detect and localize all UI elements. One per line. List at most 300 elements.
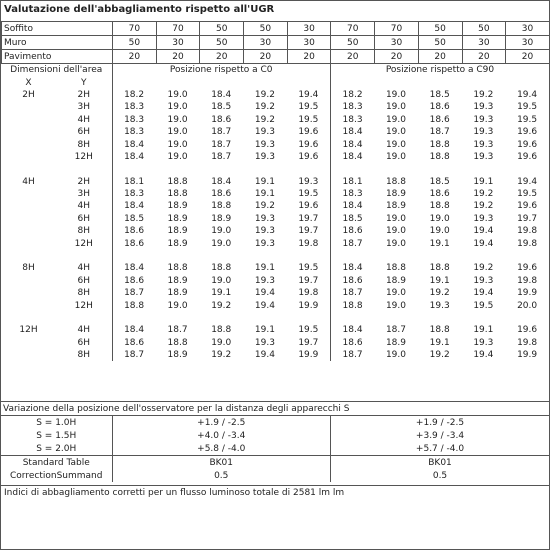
- blank-cell: [1, 213, 56, 225]
- area-y-value: 8H: [77, 350, 90, 361]
- ugr-value: 18.9: [167, 213, 188, 224]
- group-spacer: [1, 163, 549, 175]
- reflectance-label: Soffito: [2, 22, 113, 36]
- area-y-value: 3H: [77, 102, 90, 113]
- ugr-value: 19.8: [517, 238, 538, 249]
- standard-table-label: Standard Table: [1, 456, 112, 470]
- ugr-value: 18.9: [167, 288, 188, 299]
- ugr-value: 19.9: [298, 300, 319, 311]
- area-x-value: 4H: [22, 176, 35, 187]
- reflectance-value: 20: [375, 50, 419, 64]
- variation-row: [1, 416, 549, 430]
- ugr-value: 19.8: [517, 226, 538, 237]
- ugr-value: 18.7: [112, 349, 156, 361]
- group-spacer: [1, 312, 549, 324]
- ugr-value: 19.7: [298, 275, 319, 286]
- reflectance-value: 30: [156, 36, 200, 50]
- variation-title: Variazione della posizione dell'osservatore per la distanza degli apparecchi S: [1, 402, 549, 416]
- ugr-value: 19.0: [385, 151, 406, 162]
- ugr-value: 18.8: [429, 263, 450, 274]
- reflectance-value: 50: [113, 36, 157, 50]
- ugr-row: [1, 262, 549, 274]
- ugr-value: 18.9: [167, 201, 188, 212]
- blank-cell: [112, 163, 330, 175]
- reflectance-value: 20: [113, 50, 157, 64]
- ugr-value: 18.8: [211, 325, 232, 336]
- blank-cell: [1, 237, 56, 249]
- area-y-value: 6H: [77, 275, 90, 286]
- ugr-value: 19.0: [167, 127, 188, 138]
- variation-c0-value: +4.0 / -3.4: [112, 429, 331, 442]
- reflectance-header: [1, 21, 550, 64]
- reflectance-value: 70: [331, 22, 375, 36]
- ugr-value: 18.4: [112, 200, 156, 212]
- x-axis-label: X: [25, 77, 32, 88]
- ugr-value: 18.4: [112, 324, 156, 336]
- ugr-value: 19.2: [211, 350, 232, 361]
- blank-cell: [1, 138, 56, 150]
- ugr-value: 18.4: [330, 138, 374, 150]
- ugr-value: 19.7: [298, 226, 319, 237]
- ugr-value: 19.2: [254, 201, 275, 212]
- reflectance-label: Muro: [2, 36, 113, 50]
- ugr-value: 19.0: [167, 89, 188, 100]
- ugr-value: 19.0: [167, 151, 188, 162]
- ugr-value: 18.6: [429, 189, 450, 200]
- ugr-value: 19.3: [254, 226, 275, 237]
- area-y-value: 4H: [77, 201, 90, 212]
- variation-table: [1, 401, 549, 482]
- reflectance-row: [2, 50, 550, 64]
- ugr-value: 18.7: [429, 127, 450, 138]
- correction-summand-c0-value: 0.5: [112, 469, 331, 482]
- reflectance-value: 50: [462, 22, 506, 36]
- ugr-value: 18.8: [167, 263, 188, 274]
- ugr-row: [1, 176, 549, 188]
- reflectance-value: 50: [200, 22, 244, 36]
- ugr-value: 19.5: [517, 114, 538, 125]
- correction-summand-row: [1, 469, 549, 482]
- area-y-value: 2H: [77, 89, 90, 100]
- ugr-value: 18.6: [330, 275, 374, 287]
- ugr-value: 19.0: [211, 226, 232, 237]
- ugr-value: 19.5: [473, 300, 494, 311]
- group-spacer: [1, 250, 549, 262]
- blank-cell: [1, 126, 56, 138]
- ugr-value: 18.4: [330, 200, 374, 212]
- ugr-value: 19.2: [473, 201, 494, 212]
- blank-cell: [330, 76, 549, 88]
- ugr-value: 18.8: [167, 176, 188, 187]
- table-title: Valutazione dell'abbagliamento rispetto all'UGR: [4, 4, 275, 15]
- area-y-value: 8H: [77, 288, 90, 299]
- ugr-value: 19.6: [298, 151, 319, 162]
- ugr-value: 18.4: [112, 151, 156, 163]
- ugr-value: 18.4: [211, 89, 232, 100]
- ugr-value: 19.4: [298, 89, 319, 100]
- ugr-value: 19.5: [298, 263, 319, 274]
- blank-cell: [1, 337, 56, 349]
- ugr-value: 19.3: [254, 337, 275, 348]
- variation-c90-value: +5.7 / -4.0: [331, 442, 550, 456]
- ugr-value: 19.1: [473, 176, 494, 187]
- area-y-value: 12H: [74, 151, 93, 162]
- ugr-value: 19.2: [254, 89, 275, 100]
- variation-title-row: [1, 402, 549, 416]
- area-y-value: 3H: [77, 189, 90, 200]
- reflectance-value: 30: [462, 36, 506, 50]
- ugr-value: 19.3: [254, 275, 275, 286]
- ugr-value: 19.5: [298, 114, 319, 125]
- ugr-value: 19.0: [167, 139, 188, 150]
- area-y-value: 12H: [74, 300, 93, 311]
- ugr-value: 18.8: [211, 263, 232, 274]
- ugr-value: 19.2: [254, 114, 275, 125]
- ugr-value: 19.0: [385, 102, 406, 113]
- reflectance-label: Pavimento: [2, 50, 113, 64]
- ugr-value: 19.3: [254, 151, 275, 162]
- ugr-value: 18.8: [429, 151, 450, 162]
- ugr-value: 19.1: [429, 238, 450, 249]
- ugr-value: 19.5: [298, 325, 319, 336]
- area-x-value: 2H: [22, 89, 35, 100]
- ugr-value: 18.4: [330, 262, 374, 274]
- area-y-value: 12H: [74, 238, 93, 249]
- ugr-value: 18.5: [330, 213, 374, 225]
- ugr-value: 19.0: [385, 213, 406, 224]
- blank-cell: [1, 101, 56, 113]
- reflectance-value: 30: [287, 22, 331, 36]
- ugr-value: 18.7: [330, 237, 374, 249]
- reflectance-value: 20: [331, 50, 375, 64]
- reflectance-value: 70: [156, 22, 200, 36]
- ugr-value: 19.6: [517, 325, 538, 336]
- ugr-value: 19.6: [517, 201, 538, 212]
- ugr-value: 19.0: [385, 226, 406, 237]
- area-y-value: 6H: [77, 213, 90, 224]
- ugr-row: [1, 324, 549, 336]
- standard-table-c0-value: BK01: [112, 456, 331, 470]
- reflectance-value: 50: [200, 36, 244, 50]
- ugr-value: 18.6: [112, 225, 156, 237]
- ugr-value: 18.3: [330, 101, 374, 113]
- ugr-value: 19.0: [385, 238, 406, 249]
- ugr-value: 19.6: [298, 127, 319, 138]
- blank-cell: [1, 287, 56, 299]
- ugr-value: 19.1: [473, 325, 494, 336]
- area-y-value: 8H: [77, 226, 90, 237]
- ugr-value: 18.8: [167, 337, 188, 348]
- variation-c0-value: +1.9 / -2.5: [112, 416, 331, 430]
- ugr-value: 18.4: [211, 176, 232, 187]
- blank-cell: [1, 349, 56, 361]
- ugr-value: 18.9: [167, 226, 188, 237]
- ugr-value: 19.1: [254, 189, 275, 200]
- ugr-value: 18.2: [112, 89, 156, 101]
- blank-cell: [112, 250, 330, 262]
- ugr-value: 19.0: [167, 102, 188, 113]
- area-x-value: 8H: [22, 263, 35, 274]
- area-y-value: 4H: [77, 114, 90, 125]
- ugr-value: 19.3: [254, 238, 275, 249]
- xy-header-row: [1, 76, 549, 88]
- ugr-value: 18.8: [429, 139, 450, 150]
- ugr-row: [1, 237, 549, 249]
- blank-cell: [1, 275, 56, 287]
- ugr-value: 19.3: [473, 139, 494, 150]
- ugr-value: 19.9: [298, 350, 319, 361]
- ugr-row: [1, 349, 549, 361]
- ugr-value: 19.1: [211, 288, 232, 299]
- ugr-value: 19.0: [385, 127, 406, 138]
- ugr-value: 18.8: [429, 325, 450, 336]
- ugr-value: 19.3: [473, 337, 494, 348]
- ugr-value: 18.3: [112, 101, 156, 113]
- ugr-row: [1, 101, 549, 113]
- blank-cell: [1, 188, 56, 200]
- ugr-value: 19.4: [473, 350, 494, 361]
- correction-summand-label: CorrectionSummand: [10, 470, 103, 481]
- spacing-label: S = 2.0H: [36, 443, 77, 454]
- ugr-value: 19.9: [517, 288, 538, 299]
- ugr-value: 18.3: [330, 188, 374, 200]
- ugr-value: 18.6: [211, 114, 232, 125]
- ugr-value: 19.1: [429, 337, 450, 348]
- ugr-value: 19.2: [473, 263, 494, 274]
- ugr-value: 19.8: [517, 337, 538, 348]
- reflectance-value: 30: [375, 36, 419, 50]
- ugr-value: 18.6: [330, 337, 374, 349]
- reflectance-value: 50: [418, 36, 462, 50]
- blank-cell: [1, 299, 56, 311]
- reflectance-value: 20: [462, 50, 506, 64]
- variation-c0-value: +5.8 / -4.0: [112, 442, 331, 456]
- ugr-value: 18.6: [429, 114, 450, 125]
- ugr-value: 19.0: [385, 300, 406, 311]
- ugr-value: 19.8: [298, 238, 319, 249]
- ugr-value: 19.4: [473, 288, 494, 299]
- ugr-value: 19.3: [473, 127, 494, 138]
- ugr-value: 18.6: [429, 102, 450, 113]
- ugr-value: 18.6: [211, 189, 232, 200]
- ugr-value: 18.7: [330, 287, 374, 299]
- position-c90-label: Posizione rispetto a C90: [330, 64, 549, 76]
- ugr-value: 19.0: [385, 114, 406, 125]
- area-y-value: 4H: [77, 263, 90, 274]
- ugr-value: 19.4: [254, 288, 275, 299]
- ugr-value: 19.7: [298, 213, 319, 224]
- ugr-value: 18.5: [429, 89, 450, 100]
- ugr-value: 19.3: [429, 300, 450, 311]
- reflectance-value: 50: [418, 22, 462, 36]
- ugr-value: 19.3: [473, 114, 494, 125]
- ugr-value: 19.1: [254, 325, 275, 336]
- spacing-label: S = 1.5H: [36, 430, 77, 441]
- ugr-value: 18.1: [330, 176, 374, 188]
- ugr-value: 19.1: [429, 275, 450, 286]
- ugr-value: 18.9: [211, 213, 232, 224]
- blank-cell: [330, 312, 549, 324]
- ugr-value: 19.4: [473, 238, 494, 249]
- footer-note: Indici di abbagliamento corretti per un flusso luminoso totale di 2581 lm lm: [1, 485, 549, 498]
- reflectance-value: 20: [156, 50, 200, 64]
- blank-cell: [1, 250, 112, 262]
- reflectance-value: 70: [113, 22, 157, 36]
- ugr-value: 19.2: [473, 189, 494, 200]
- ugr-value: 18.8: [385, 176, 406, 187]
- ugr-value: 18.7: [211, 151, 232, 162]
- area-header-row: [1, 64, 549, 76]
- ugr-value: 19.3: [254, 213, 275, 224]
- ugr-value: 19.0: [167, 114, 188, 125]
- reflectance-row: [2, 22, 550, 36]
- blank-cell: [1, 225, 56, 237]
- ugr-value: 18.7: [330, 349, 374, 361]
- reflectance-value: 50: [331, 36, 375, 50]
- ugr-value: 18.7: [385, 325, 406, 336]
- ugr-value: 19.1: [254, 176, 275, 187]
- reflectance-value: 20: [200, 50, 244, 64]
- ugr-value: 19.4: [517, 89, 538, 100]
- spacing-label: S = 1.0H: [36, 417, 77, 428]
- ugr-value: 19.4: [254, 300, 275, 311]
- ugr-value: 19.7: [298, 337, 319, 348]
- ugr-row: [1, 213, 549, 225]
- reflectance-value: 30: [506, 36, 550, 50]
- ugr-value: 19.8: [298, 288, 319, 299]
- ugr-row: [1, 114, 549, 126]
- area-y-value: 2H: [77, 176, 90, 187]
- ugr-value: 19.2: [254, 102, 275, 113]
- blank-cell: [1, 151, 56, 163]
- ugr-value: 18.7: [211, 139, 232, 150]
- ugr-value: 19.3: [473, 151, 494, 162]
- ugr-value: 19.5: [298, 102, 319, 113]
- ugr-value: 18.8: [429, 201, 450, 212]
- ugr-value: 18.8: [330, 299, 374, 311]
- ugr-value: 19.0: [385, 288, 406, 299]
- ugr-value: 19.0: [385, 350, 406, 361]
- ugr-row: [1, 89, 549, 101]
- reflectance-row: [2, 36, 550, 50]
- ugr-row: [1, 225, 549, 237]
- correction-summand-c90-value: 0.5: [331, 469, 550, 482]
- ugr-value: 19.3: [298, 176, 319, 187]
- ugr-row: [1, 287, 549, 299]
- ugr-value: 18.9: [167, 350, 188, 361]
- ugr-value: 19.0: [429, 226, 450, 237]
- blank-cell: [1, 114, 56, 126]
- standard-table-row: [1, 456, 549, 470]
- ugr-value: 19.3: [254, 127, 275, 138]
- ugr-value: 19.3: [254, 139, 275, 150]
- ugr-value: 19.6: [517, 263, 538, 274]
- ugr-row: [1, 138, 549, 150]
- ugr-value: 18.4: [330, 126, 374, 138]
- ugr-value: 19.3: [473, 102, 494, 113]
- reflectance-value: 20: [287, 50, 331, 64]
- ugr-value: 18.9: [167, 238, 188, 249]
- ugr-row: [1, 275, 549, 287]
- reflectance-value: 70: [375, 22, 419, 36]
- standard-table-c90-value: BK01: [331, 456, 550, 470]
- area-y-value: 4H: [77, 325, 90, 336]
- ugr-value: 18.5: [112, 213, 156, 225]
- ugr-value: 19.0: [211, 238, 232, 249]
- ugr-row: [1, 188, 549, 200]
- ugr-value: 19.0: [211, 275, 232, 286]
- ugr-value: 19.8: [517, 275, 538, 286]
- ugr-value: 18.6: [112, 337, 156, 349]
- blank-cell: [1, 312, 112, 324]
- ugr-value: 18.3: [112, 188, 156, 200]
- ugr-value: 19.0: [429, 213, 450, 224]
- ugr-value: 19.4: [473, 226, 494, 237]
- ugr-value: 19.7: [517, 213, 538, 224]
- area-dimension-label: Dimensioni dell'area: [10, 65, 103, 76]
- ugr-value: 19.0: [385, 139, 406, 150]
- area-y-value: 8H: [77, 139, 90, 150]
- ugr-values-table: [1, 64, 549, 361]
- reflectance-value: 30: [506, 22, 550, 36]
- blank-cell: [112, 76, 330, 88]
- ugr-value: 18.7: [167, 325, 188, 336]
- ugr-value: 18.6: [112, 237, 156, 249]
- ugr-value: 18.7: [112, 287, 156, 299]
- ugr-value: 19.4: [517, 176, 538, 187]
- variation-row: [1, 429, 549, 442]
- ugr-row: [1, 151, 549, 163]
- ugr-value: 19.0: [167, 300, 188, 311]
- ugr-value: 18.9: [167, 275, 188, 286]
- variation-row: [1, 442, 549, 456]
- ugr-value: 18.3: [112, 126, 156, 138]
- blank-cell: [1, 200, 56, 212]
- ugr-value: 19.6: [517, 151, 538, 162]
- reflectance-value: 30: [244, 36, 288, 50]
- ugr-value: 18.9: [385, 201, 406, 212]
- ugr-value: 19.3: [473, 213, 494, 224]
- blank-cell: [112, 312, 330, 324]
- ugr-value: 19.2: [211, 300, 232, 311]
- ugr-value: 19.2: [429, 288, 450, 299]
- ugr-value: 18.6: [330, 225, 374, 237]
- ugr-row: [1, 299, 549, 311]
- area-y-value: 6H: [77, 337, 90, 348]
- reflectance-value: 30: [287, 36, 331, 50]
- ugr-value: 19.1: [254, 263, 275, 274]
- ugr-value: 19.6: [517, 139, 538, 150]
- ugr-value: 18.9: [385, 337, 406, 348]
- reflectance-value: 20: [244, 50, 288, 64]
- ugr-value: 18.6: [112, 275, 156, 287]
- ugr-value: 18.8: [211, 201, 232, 212]
- ugr-value: 18.4: [330, 324, 374, 336]
- ugr-value: 18.5: [211, 102, 232, 113]
- ugr-row: [1, 126, 549, 138]
- reflectance-value: 20: [418, 50, 462, 64]
- ugr-value: 19.6: [298, 201, 319, 212]
- ugr-value: 18.3: [112, 114, 156, 126]
- ugr-value: 19.3: [473, 275, 494, 286]
- variation-c90-value: +1.9 / -2.5: [331, 416, 550, 430]
- area-x-value: 12H: [19, 325, 38, 336]
- ugr-value: 18.9: [385, 189, 406, 200]
- ugr-row: [1, 200, 549, 212]
- ugr-value: 19.5: [298, 189, 319, 200]
- area-y-value: 6H: [77, 127, 90, 138]
- ugr-value: 19.2: [473, 89, 494, 100]
